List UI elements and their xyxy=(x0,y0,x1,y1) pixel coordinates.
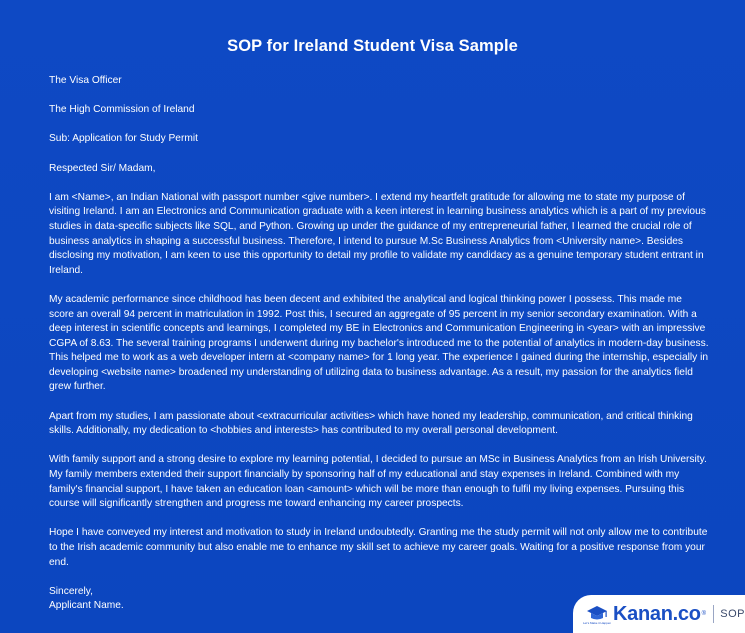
brand-name: Kanan.co xyxy=(613,602,701,625)
letter-body xyxy=(49,74,709,614)
paragraph-finance: With family support and a strong desire to explore my learning potential, I decided to pursue an MSc in Business Analytics from an Irish University. My family members extended their support financially by sponsoring half of my educational and stay expenses in Ireland. Combined with my family's financial support, I have taken an education loan <amount> which will be more than enough to fulfil my living expenses. Pursuing this course will significantly strengthen and progress me toward enhancing my career prospects. xyxy=(49,454,707,510)
recipient-line-2: The High Commission of Ireland xyxy=(49,104,195,116)
kanan-logo-badge[interactable] xyxy=(573,595,745,633)
closing: Sincerely, xyxy=(49,585,93,597)
registered-mark: ® xyxy=(701,611,707,617)
recipient-line-1: The Visa Officer xyxy=(49,75,122,86)
paragraph-conclusion: Hope I have conveyed my interest and motivation to study in Ireland undoubtedly. Granting me the study permit will not only allow me to contribute to the Irish academic community but also enable me to enhance my skill set to achieve my career goals. Waiting for a positive response from your end. xyxy=(49,527,708,568)
signature: Applicant Name. xyxy=(49,600,124,612)
page-title: SOP for Ireland Student Visa Sample xyxy=(227,37,518,55)
kanan-logo-icon xyxy=(582,602,612,626)
paragraph-academics: My academic performance since childhood has been decent and exhibited the analytical and logical thinking power I possess. This made me score an overall 94 percent in matriculation in 1992. Post this, I secured an aggregate of 95 percent in my senior secondary examination. With a deep interest in scientific concepts and learnings, I completed my BE in Electronics and Communication Engineering in <year> with an impressive CGPA of 8.63. The several training programs I underwent during my bachelor's introduced me to the potential of analytics in modern-day business. This helped me to work as a web developer intern at <company name> for 1 long year. The experience I gained during the internship, especially in developing <website name> broadened my understanding of utilizing data to business advantage. As a result, my passion for the analytics field grew further. xyxy=(49,293,709,393)
paragraph-extracurricular: Apart from my studies, I am passionate about <extracurricular activities> which have honed my leadership, communication, and critical thinking skills. Additionally, my dedication to <hobbies and interests> has contributed to my overall personal development. xyxy=(49,410,693,437)
paragraph-introduction: I am <Name>, an Indian National with passport number <give number>. I extend my heartfelt gratitude for allowing me to state my purpose of visiting Ireland. I am an Electronics and Communication graduate with a keen interest in learning business analytics which is a part of my previous studies in data-specific subjects like SQL, and Python. Growing up under the guidance of my entrepreneurial father, I learned the crucial role of business analytics in shaping a successful business. Therefore, I intend to pursue M.Sc Business Analytics from <University name>. Besides disclosing my motivation, I am keen to use this opportunity to detail my profile to validate my candidacy as a genuine temporary student entrant in Ireland. xyxy=(49,191,706,276)
subject-line: Sub: Application for Study Permit xyxy=(49,133,198,145)
logo-tagline: Let's Make it Happen xyxy=(582,621,612,625)
salutation: Respected Sir/ Madam, xyxy=(49,162,156,174)
section-label: SOP xyxy=(720,608,745,620)
